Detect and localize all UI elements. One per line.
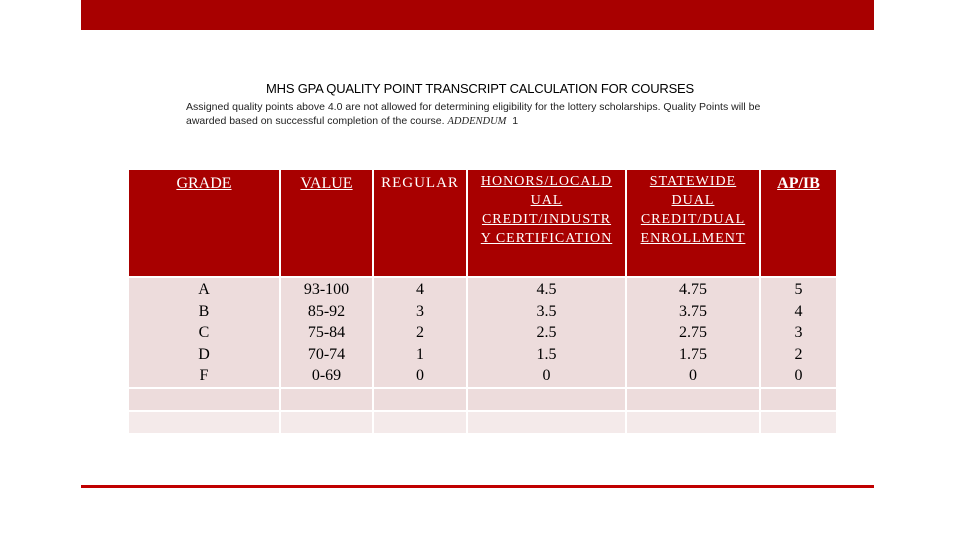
grade-item: B: [198, 302, 210, 320]
honors-item: 0: [542, 367, 551, 384]
empty-cell: [129, 389, 279, 410]
header-statewide-line: STATEWIDE: [649, 174, 737, 189]
header-honors: [468, 170, 625, 276]
header-row: [129, 170, 836, 276]
empty-cell: [761, 412, 836, 433]
header-honors-line: HONORS/LOCALD: [480, 174, 613, 189]
header-value: VALUE: [281, 170, 372, 276]
header-statewide-line: CREDIT/DUAL: [640, 212, 746, 227]
honors-item: 4.5: [536, 281, 557, 298]
header-honors-line: Y CERTIFICATION: [480, 231, 613, 246]
regular-item: 0: [416, 367, 424, 384]
header-honors-line: UAL: [530, 193, 563, 208]
header-statewide-line: DUAL: [671, 193, 715, 208]
statewide-item: 3.75: [679, 302, 707, 320]
statewide-item: 4.75: [679, 281, 707, 298]
addendum-label: ADDENDUM: [447, 116, 507, 127]
empty-cell: [281, 389, 372, 410]
statewide-cell: [627, 278, 759, 387]
apib-cell: [761, 278, 836, 387]
value-item: 75-84: [307, 324, 346, 341]
empty-cell: [761, 389, 836, 410]
value-item: 85-92: [307, 302, 346, 320]
grade-item: F: [199, 367, 209, 384]
header-statewide-line: ENROLLMENT: [640, 231, 746, 246]
value-item: 70-74: [307, 345, 346, 363]
empty-cell: [468, 412, 625, 433]
regular-item: 1: [416, 345, 424, 363]
quality-point-table: [127, 168, 838, 435]
apib-item: 5: [794, 281, 803, 298]
note-text: Assigned quality points above 4.0 are not allowed for determining eligibility for the lottery scholarships. Quality Points will be awarded based on successful completion of the course.: [186, 101, 761, 127]
header-statewide: [627, 170, 759, 276]
grade-cell: [129, 278, 279, 387]
grade-item: D: [198, 345, 210, 363]
grade-item: C: [198, 324, 210, 341]
empty-cell: [627, 389, 759, 410]
empty-cell: [281, 412, 372, 433]
header-honors-line: CREDIT/INDUSTR: [481, 212, 612, 227]
empty-cell: [129, 412, 279, 433]
honors-item: 2.5: [536, 324, 557, 341]
apib-item: 0: [794, 367, 803, 384]
eligibility-note: [186, 100, 786, 129]
data-row: [129, 278, 836, 387]
top-banner: [81, 0, 874, 30]
header-apib: AP/IB: [761, 170, 836, 276]
honors-item: 3.5: [536, 302, 557, 320]
value-item: 93-100: [303, 281, 350, 298]
regular-item: 2: [416, 324, 424, 341]
statewide-item: 1.75: [679, 345, 707, 363]
value-cell: [281, 278, 372, 387]
empty-cell: [374, 389, 466, 410]
grade-item: A: [198, 281, 210, 298]
empty-cell: [468, 389, 625, 410]
empty-row: [129, 389, 836, 410]
regular-item: 3: [416, 302, 424, 320]
apib-item: 3: [794, 324, 803, 341]
statewide-item: 0: [689, 367, 697, 384]
empty-cell: [374, 412, 466, 433]
page-title: MHS GPA QUALITY POINT TRANSCRIPT CALCULATION FOR COURSES: [266, 81, 694, 96]
bottom-divider: [81, 485, 874, 488]
regular-item: 4: [416, 281, 424, 298]
apib-item: 2: [794, 345, 803, 363]
empty-row: [129, 412, 836, 433]
apib-item: 4: [794, 302, 803, 320]
addendum-number: 1: [512, 115, 519, 127]
statewide-item: 2.75: [679, 324, 707, 341]
honors-cell: [468, 278, 625, 387]
value-item: 0-69: [311, 367, 342, 384]
empty-cell: [627, 412, 759, 433]
header-grade: GRADE: [129, 170, 279, 276]
header-regular: REGULAR: [374, 170, 466, 276]
honors-item: 1.5: [536, 345, 557, 363]
regular-cell: [374, 278, 466, 387]
